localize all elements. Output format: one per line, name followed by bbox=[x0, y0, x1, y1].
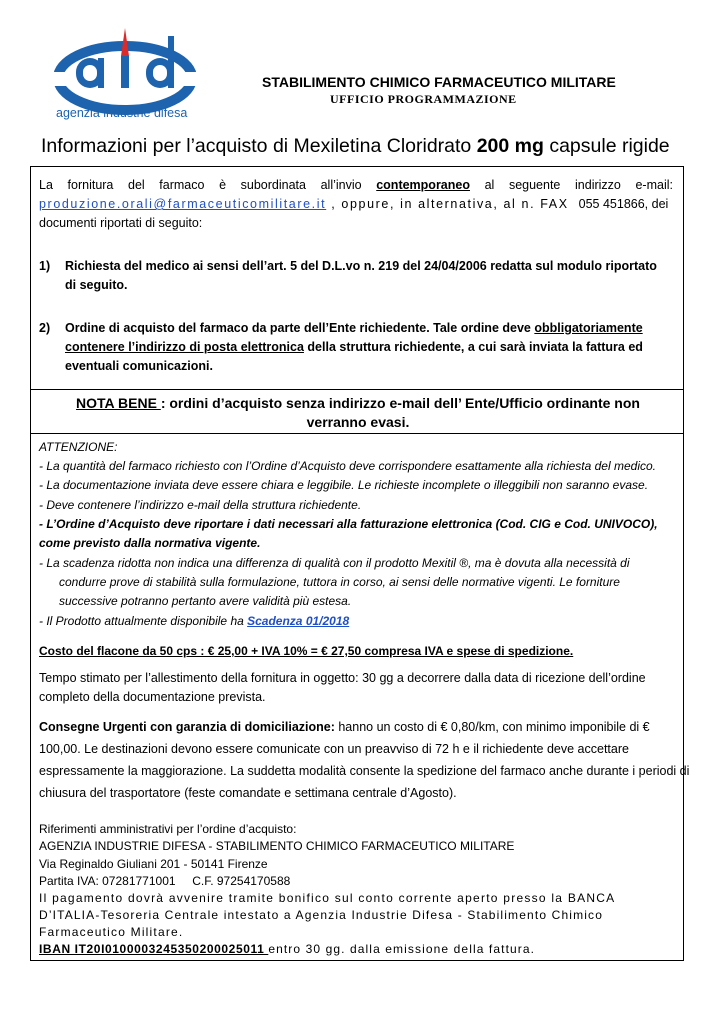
item-1-number: 1) bbox=[39, 259, 51, 273]
costo-line: Costo del flacone da 50 cps : € 25,00 + IVA 10% = € 27,50 compresa IVA e spese di spedizione. bbox=[39, 644, 574, 658]
tempo-line-1: Tempo stimato per l’allestimento della fornitura in oggetto: 30 gg a decorrere dalla data di ricezione dell’ordine bbox=[39, 671, 646, 685]
details-box bbox=[30, 433, 690, 961]
org-title: STABILIMENTO CHIMICO FARMACEUTICO MILITARE bbox=[262, 74, 616, 90]
riferimenti-line-6: D’ITALIA-Tesoreria Centrale intestato a Agenzia Industrie Difesa - Stabilimento Chimico bbox=[39, 908, 604, 922]
intro-line-2: produzione.orali@farmaceuticomilitare.it , oppure, in alternativa, al n. FAX 055 451866, dei bbox=[39, 197, 669, 211]
org-subtitle: UFFICIO PROGRAMMAZIONE bbox=[330, 92, 517, 106]
riferimenti-line-3: Via Reginaldo Giuliani 201 - 50141 Firenze bbox=[39, 857, 268, 871]
email-link[interactable]: produzione.orali@farmaceuticomilitare.it bbox=[39, 197, 327, 211]
item-2-number: 2) bbox=[39, 321, 51, 335]
document-title: Informazioni per l’acquisto di Mexiletina Cloridrato 200 mg capsule rigide bbox=[41, 135, 670, 157]
riferimenti-line-1: Riferimenti amministrativi per l’ordine d’acquisto: bbox=[39, 822, 297, 836]
item-1-line-2: di seguito. bbox=[65, 278, 128, 292]
nota-bene-line-2: verranno evasi. bbox=[306, 414, 410, 430]
nota-bene-box bbox=[30, 390, 684, 434]
attenzione-heading: ATTENZIONE: bbox=[39, 440, 118, 454]
item-2-line-3: eventuali comunicazioni. bbox=[65, 359, 213, 373]
attenzione-line-5c: successive potranno pertanto avere validità più estesa. bbox=[59, 594, 352, 608]
urgenti-line-2: 100,00. Le destinazioni devono essere comunicate con un preavviso di 72 h e il richiedente deve accettare bbox=[39, 742, 629, 756]
attenzione-line-5b: condurre prove di stabilità sulla formulazione, tuttora in corso, ai sensi delle normative vigenti. Le forniture bbox=[59, 575, 620, 589]
intro-line-3: documenti riportati di seguito: bbox=[39, 216, 203, 230]
riferimenti-line-7: Farmaceutico Militare. bbox=[39, 925, 184, 939]
logo-caption: agenzia industrie difesa bbox=[56, 106, 188, 120]
attenzione-line-5a: - La scadenza ridotta non indica una differenza di qualità con il prodotto Mexitil ®, ma è dovuta alla necessità di bbox=[39, 556, 630, 570]
urgenti-line-4: chiusura del trasportatore (feste comandate e settimana centrale d’Agosto). bbox=[39, 786, 457, 800]
riferimenti-line-2: AGENZIA INDUSTRIE DIFESA - STABILIMENTO CHIMICO FARMACEUTICO MILITARE bbox=[39, 839, 515, 853]
nota-bene-line-1: NOTA BENE : ordini d’acquisto senza indirizzo e-mail dell’ Ente/Ufficio ordinante non bbox=[76, 395, 640, 411]
attenzione-line-4a: - L’Ordine d’Acquisto deve riportare i dati necessari alla fatturazione elettronica (Cod. CIG e Cod. UNIVOCO), bbox=[39, 517, 658, 531]
scadenza-link[interactable]: Scadenza 01/2018 bbox=[247, 614, 350, 628]
iban-line: IBAN IT20I0100003245350200025011 entro 30 gg. dalla emissione della fattura. bbox=[39, 942, 536, 956]
attenzione-line-2: - La documentazione inviata deve essere chiara e leggibile. Le richieste incomplete o illeggibili non saranno evase. bbox=[39, 478, 649, 492]
riferimenti-line-5: Il pagamento dovrà avvenire tramite bonifico sul conto corrente aperto presso la BANCA bbox=[39, 891, 616, 905]
item-1-line-1: Richiesta del medico ai sensi dell’art. 5 del D.L.vo n. 219 del 24/04/2006 redatta sul modulo riportato bbox=[65, 259, 657, 273]
riferimenti-line-4: Partita IVA: 07281771001 C.F. 97254170588 bbox=[39, 874, 291, 888]
intro-line-1: La fornitura del farmaco è subordinata all’invio contemporaneo al seguente indirizzo e-mail: bbox=[39, 178, 673, 192]
attenzione-line-3: - Deve contenere l’indirizzo e-mail della struttura richiedente. bbox=[39, 498, 362, 512]
urgenti-line-3: espressamente la maggiorazione. La suddetta modalità consente la spedizione del farmaco anche durante i periodi di bbox=[39, 764, 690, 778]
attenzione-line-6: - Il Prodotto attualmente disponibile ha Scadenza 01/2018 bbox=[39, 614, 350, 628]
attenzione-line-1: - La quantità del farmaco richiesto con l’Ordine d’Acquisto deve corrispondere esattamente alla richiesta del medico. bbox=[39, 459, 656, 473]
requirements-box bbox=[30, 166, 684, 390]
item-2-line-2: contenere l’indirizzo di posta elettronica della struttura richiedente, a cui sarà inviata la fattura ed bbox=[65, 340, 643, 354]
attenzione-line-4b: come previsto dalla normativa vigente. bbox=[39, 536, 261, 550]
item-2-line-1: Ordine di acquisto del farmaco da parte dell’Ente richiedente. Tale ordine deve obbligatoriamente bbox=[65, 321, 643, 335]
tempo-line-2: completo della documentazione prevista. bbox=[39, 690, 266, 704]
urgenti-line-1: Consegne Urgenti con garanzia di domiciliazione: hanno un costo di € 0,80/km, con minimo imponibile di € bbox=[39, 720, 650, 734]
